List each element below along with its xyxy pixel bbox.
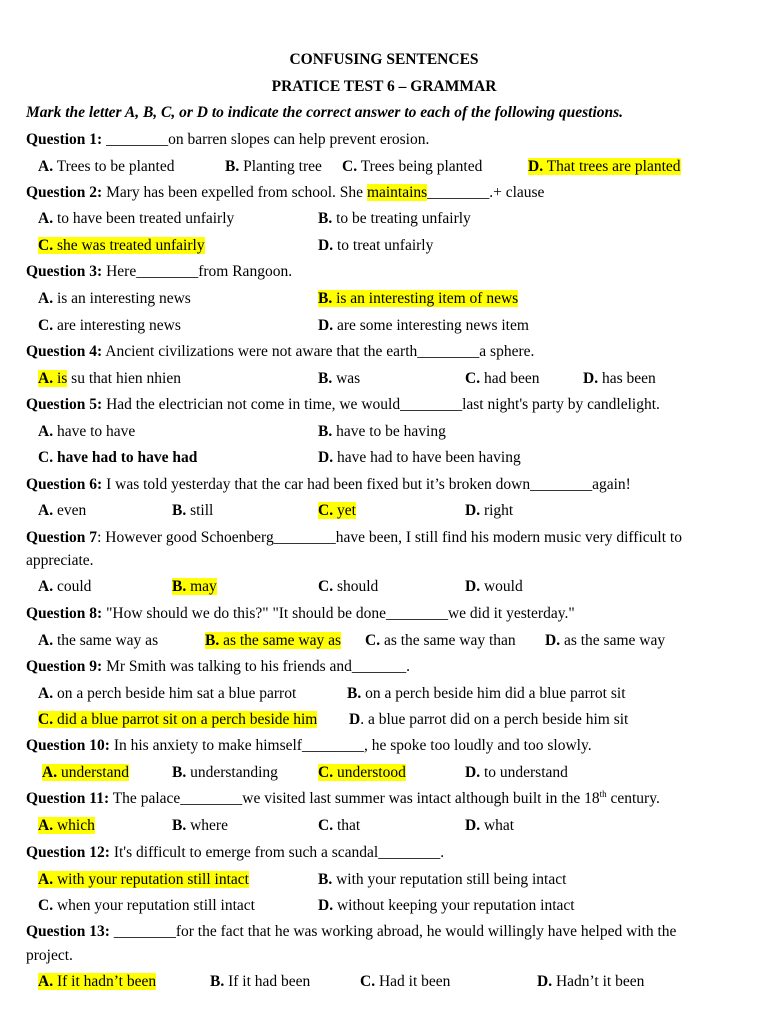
option-5d: D. have had to have been having — [318, 449, 521, 466]
option-1a: A. Trees to be planted — [38, 158, 175, 175]
option-3c: C. are interesting news — [38, 317, 181, 334]
option-10d: D. to understand — [465, 764, 568, 781]
instruction: Mark the letter A, B, C, or D to indicate the correct answer to each of the following questions. — [26, 104, 624, 121]
option-9a: A. on a perch beside him sat a blue parrot — [38, 685, 297, 702]
option-1d-answer: D. That trees are planted — [528, 158, 681, 175]
option-13d: D. Hadn’t it been — [537, 973, 645, 990]
option-4b: B. was — [318, 370, 361, 387]
option-13a-answer: A. If it hadn’t been — [38, 973, 157, 990]
option-12b: B. with your reputation still being intact — [318, 871, 567, 888]
option-6c-answer: C. yet — [318, 502, 356, 519]
question-5: Question 5: Had the electrician not come in time, we would________last night's party by candlelight. — [26, 396, 660, 413]
option-13c: C. Had it been — [360, 973, 451, 990]
option-10b: B. understanding — [172, 764, 278, 781]
option-8b-answer: B. as the same way as — [205, 632, 342, 649]
option-4a-answer: A. is su that hien nhien — [38, 370, 181, 387]
question-8: Question 8: "How should we do this?" "It should be done________we did it yesterday." — [26, 605, 575, 622]
title-practice-test: PRATICE TEST 6 – GRAMMAR — [271, 78, 497, 95]
option-6d: D. right — [465, 502, 514, 519]
option-9d: D. a blue parrot did on a perch beside him sit — [349, 711, 629, 728]
option-2a: A. to have been treated unfairly — [38, 210, 235, 227]
question-number: Question 1: — [26, 131, 103, 148]
option-9c-answer: C. did a blue parrot sit on a perch beside him — [38, 711, 318, 728]
option-7b-answer: B. may — [172, 578, 217, 595]
option-4d: D. has been — [583, 370, 656, 387]
question-11: Question 11: The palace________we visited last summer was intact although built in the 18th century. — [26, 788, 660, 807]
question-7: Question 7: However good Schoenberg________have been, I still find his modern music very difficult to — [26, 529, 682, 546]
question-text: on barren slopes can help prevent erosion. — [168, 131, 430, 148]
question-13-continued: project. — [26, 947, 73, 964]
option-5c-answer: C. have had to have had — [38, 449, 198, 466]
title-confusing-sentences: CONFUSING SENTENCES — [289, 51, 479, 68]
option-10a-answer: A. understand — [42, 764, 129, 781]
option-7d: D. would — [465, 578, 523, 595]
question-2: Question 2: Mary has been expelled from school. She maintains________.+ clause — [26, 184, 545, 201]
question-9: Question 9: Mr Smith was talking to his friends and_______. — [26, 658, 411, 675]
option-12c: C. when your reputation still intact — [38, 897, 255, 914]
question-1 — [26, 130, 429, 150]
option-2c-answer: C. she was treated unfairly — [38, 237, 205, 254]
option-6b: B. still — [172, 502, 214, 519]
question-12: Question 12: It's difficult to emerge from such a scandal________. — [26, 844, 445, 861]
option-13b: B. If it had been — [210, 973, 311, 990]
option-8a: A. the same way as — [38, 632, 159, 649]
option-7c: C. should — [318, 578, 379, 595]
blank: ________ — [106, 131, 169, 148]
option-7a: A. could — [38, 578, 92, 595]
option-4c: C. had been — [465, 370, 540, 387]
option-2b: B. to be treating unfairly — [318, 210, 471, 227]
option-12d: D. without keeping your reputation intact — [318, 897, 575, 914]
handwritten-note: su that hien nhien — [71, 370, 181, 387]
option-10c-answer: C. understood — [318, 764, 406, 781]
question-3: Question 3: Here________from Rangoon. — [26, 263, 293, 280]
option-3b-answer: B. is an interesting item of news — [318, 290, 519, 307]
option-5b: B. have to be having — [318, 423, 446, 440]
question-4: Question 4: Ancient civilizations were not aware that the earth________a sphere. — [26, 343, 535, 360]
option-9b: B. on a perch beside him did a blue parrot sit — [347, 685, 626, 702]
option-1b: B. Planting tree — [225, 158, 322, 175]
option-8d: D. as the same way — [545, 632, 666, 649]
option-12a-answer: A. with your reputation still intact — [38, 871, 249, 888]
question-7-continued: appreciate. — [26, 552, 94, 569]
option-3d: D. are some interesting news item — [318, 317, 529, 334]
option-5a: A. have to have — [38, 423, 136, 440]
question-10: Question 10: In his anxiety to make himself________, he spoke too loudly and too slowly. — [26, 737, 592, 754]
option-11a-answer: A. which — [38, 817, 95, 834]
option-11d: D. what — [465, 817, 515, 834]
highlighted-keyword: maintains — [366, 184, 428, 201]
question-6: Question 6: I was told yesterday that the car had been fixed but it’s broken down________again! — [26, 476, 631, 493]
option-3a: A. is an interesting news — [38, 290, 191, 307]
question-13: Question 13: ________for the fact that he was working abroad, he would willingly have helped with the — [26, 923, 677, 940]
option-2d: D. to treat unfairly — [318, 237, 434, 254]
option-11b: B. where — [172, 817, 228, 834]
option-6a: A. even — [38, 502, 87, 519]
option-1c: C. Trees being planted — [342, 158, 483, 175]
option-11c: C. that — [318, 817, 361, 834]
option-8c: C. as the same way than — [365, 632, 516, 649]
